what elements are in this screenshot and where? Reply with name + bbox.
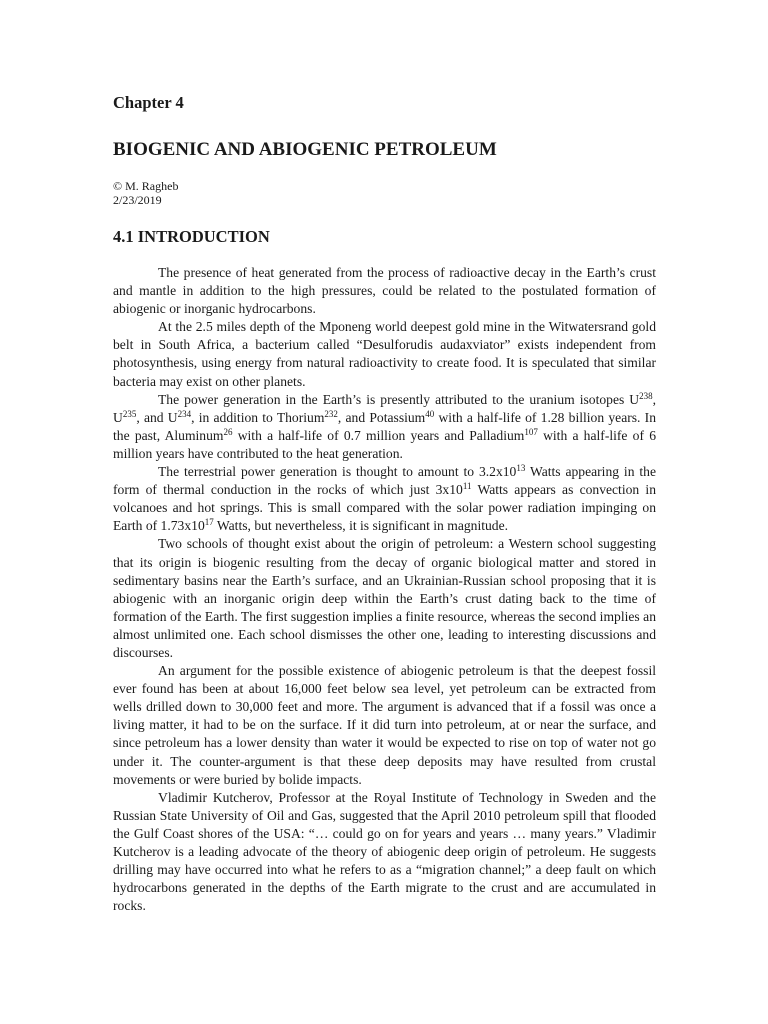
date-line: 2/23/2019	[113, 192, 162, 207]
section-heading: 4.1 INTRODUCTION	[113, 227, 270, 246]
text-run: , in addition to Thorium	[191, 409, 325, 425]
superscript: 234	[177, 408, 192, 419]
text-run: Watts, but nevertheless, it is significant in magnitude.	[213, 518, 509, 534]
text-run: Watts appearing in the form of thermal conduction in the rocks of which just 3x10	[113, 464, 656, 498]
superscript: 232	[324, 408, 338, 419]
paragraph	[113, 391, 656, 463]
superscript: 235	[122, 408, 137, 419]
text-run: with a half-life of 6 million years have contributed to the heat generation.	[113, 427, 656, 461]
document-meta	[113, 180, 178, 207]
superscript: 40	[425, 408, 435, 419]
text-run: , and U	[136, 409, 178, 425]
body-text	[113, 264, 656, 915]
text-run: , and Potassium	[337, 409, 426, 425]
chapter-label: Chapter 4	[113, 93, 184, 112]
chapter-title: BIOGENIC AND ABIOGENIC PETROLEUM	[113, 139, 497, 160]
superscript: 13	[516, 463, 526, 474]
text-run: , U	[113, 391, 656, 425]
superscript: 26	[223, 426, 233, 437]
author-line: © M. Ragheb	[113, 179, 179, 193]
paragraph: At the 2.5 miles depth of the Mponeng world deepest gold mine in the Witwatersrand gold belt in South Africa, a bacterium called “Desulforudis audaxviator” exists independent from photosynthesis, using energy from natural radioactivity to create food. It is speculated that similar bacteria may exist on other planets.	[113, 319, 656, 389]
superscript: 238	[639, 390, 653, 401]
text-run: Watts appears as convection in volcanoes and hot springs. This is small compared with the solar power radiation impinging on Earth of 1.73x10	[113, 482, 656, 534]
text-run: with a half-life of 1.28 billion years. In the past, Aluminum	[113, 409, 656, 443]
superscript: 17	[204, 517, 214, 528]
paragraph	[113, 463, 656, 535]
paragraph: The presence of heat generated from the process of radioactive decay in the Earth’s crust and mantle in addition to the high pressures, could be related to the postulated formation of abiogenic or inorganic hydrocarbons.	[113, 265, 656, 317]
text-run: with a half-life of 0.7 million years and Palladium	[232, 427, 525, 443]
superscript: 107	[524, 426, 538, 437]
paragraph: Two schools of thought exist about the origin of petroleum: a Western school suggesting that its origin is biogenic resulting from the decay of organic biological matter and stored in sedimentary basins near the Earth’s surface, and an Ukrainian-Russian school proposing that it is abiogenic with an inorganic origin deep within the Earth’s crust dating back to the time of formation of the Earth. The first suggestion implies a finite resource, whereas the second implies an almost unlimited one. Each school dismisses the other one, leading to interesting discussions and discourses.	[113, 536, 656, 660]
paragraph: Vladimir Kutcherov, Professor at the Royal Institute of Technology in Sweden and the Russian State University of Oil and Gas, suggested that the April 2010 petroleum spill that flooded the Gulf Coast shores of the USA: “… could go on for years and years … many years.” Vladimir Kutcherov is a leading advocate of the theory of abiogenic deep origin of petroleum. He suggests drilling may have occurred into what he refers to as a “migration channel;” a deep fault on which hydrocarbons generated in the depths of the Earth migrate to the crust and are accumulated in rocks.	[113, 789, 656, 914]
superscript: 11	[462, 481, 472, 492]
text-run: The power generation in the Earth’s is presently attributed to the uranium isotopes U	[158, 391, 640, 407]
text-run: The terrestrial power generation is thought to amount to 3.2x10	[158, 464, 517, 480]
paragraph: An argument for the possible existence of abiogenic petroleum is that the deepest fossil ever found has been at about 16,000 feet below sea level, yet petroleum can be extracted from wells drilled down to 30,000 feet and more. The argument is advanced that if a fossil was once a living matter, it had to be on the surface. If it did turn into petroleum, at or near the surface, and since petroleum has a lower density than water it would be expected to rise on top of water not go under it. The counter-argument is that these deep deposits may have resulted from crustal movements or were buried by bolide impacts.	[113, 663, 656, 787]
